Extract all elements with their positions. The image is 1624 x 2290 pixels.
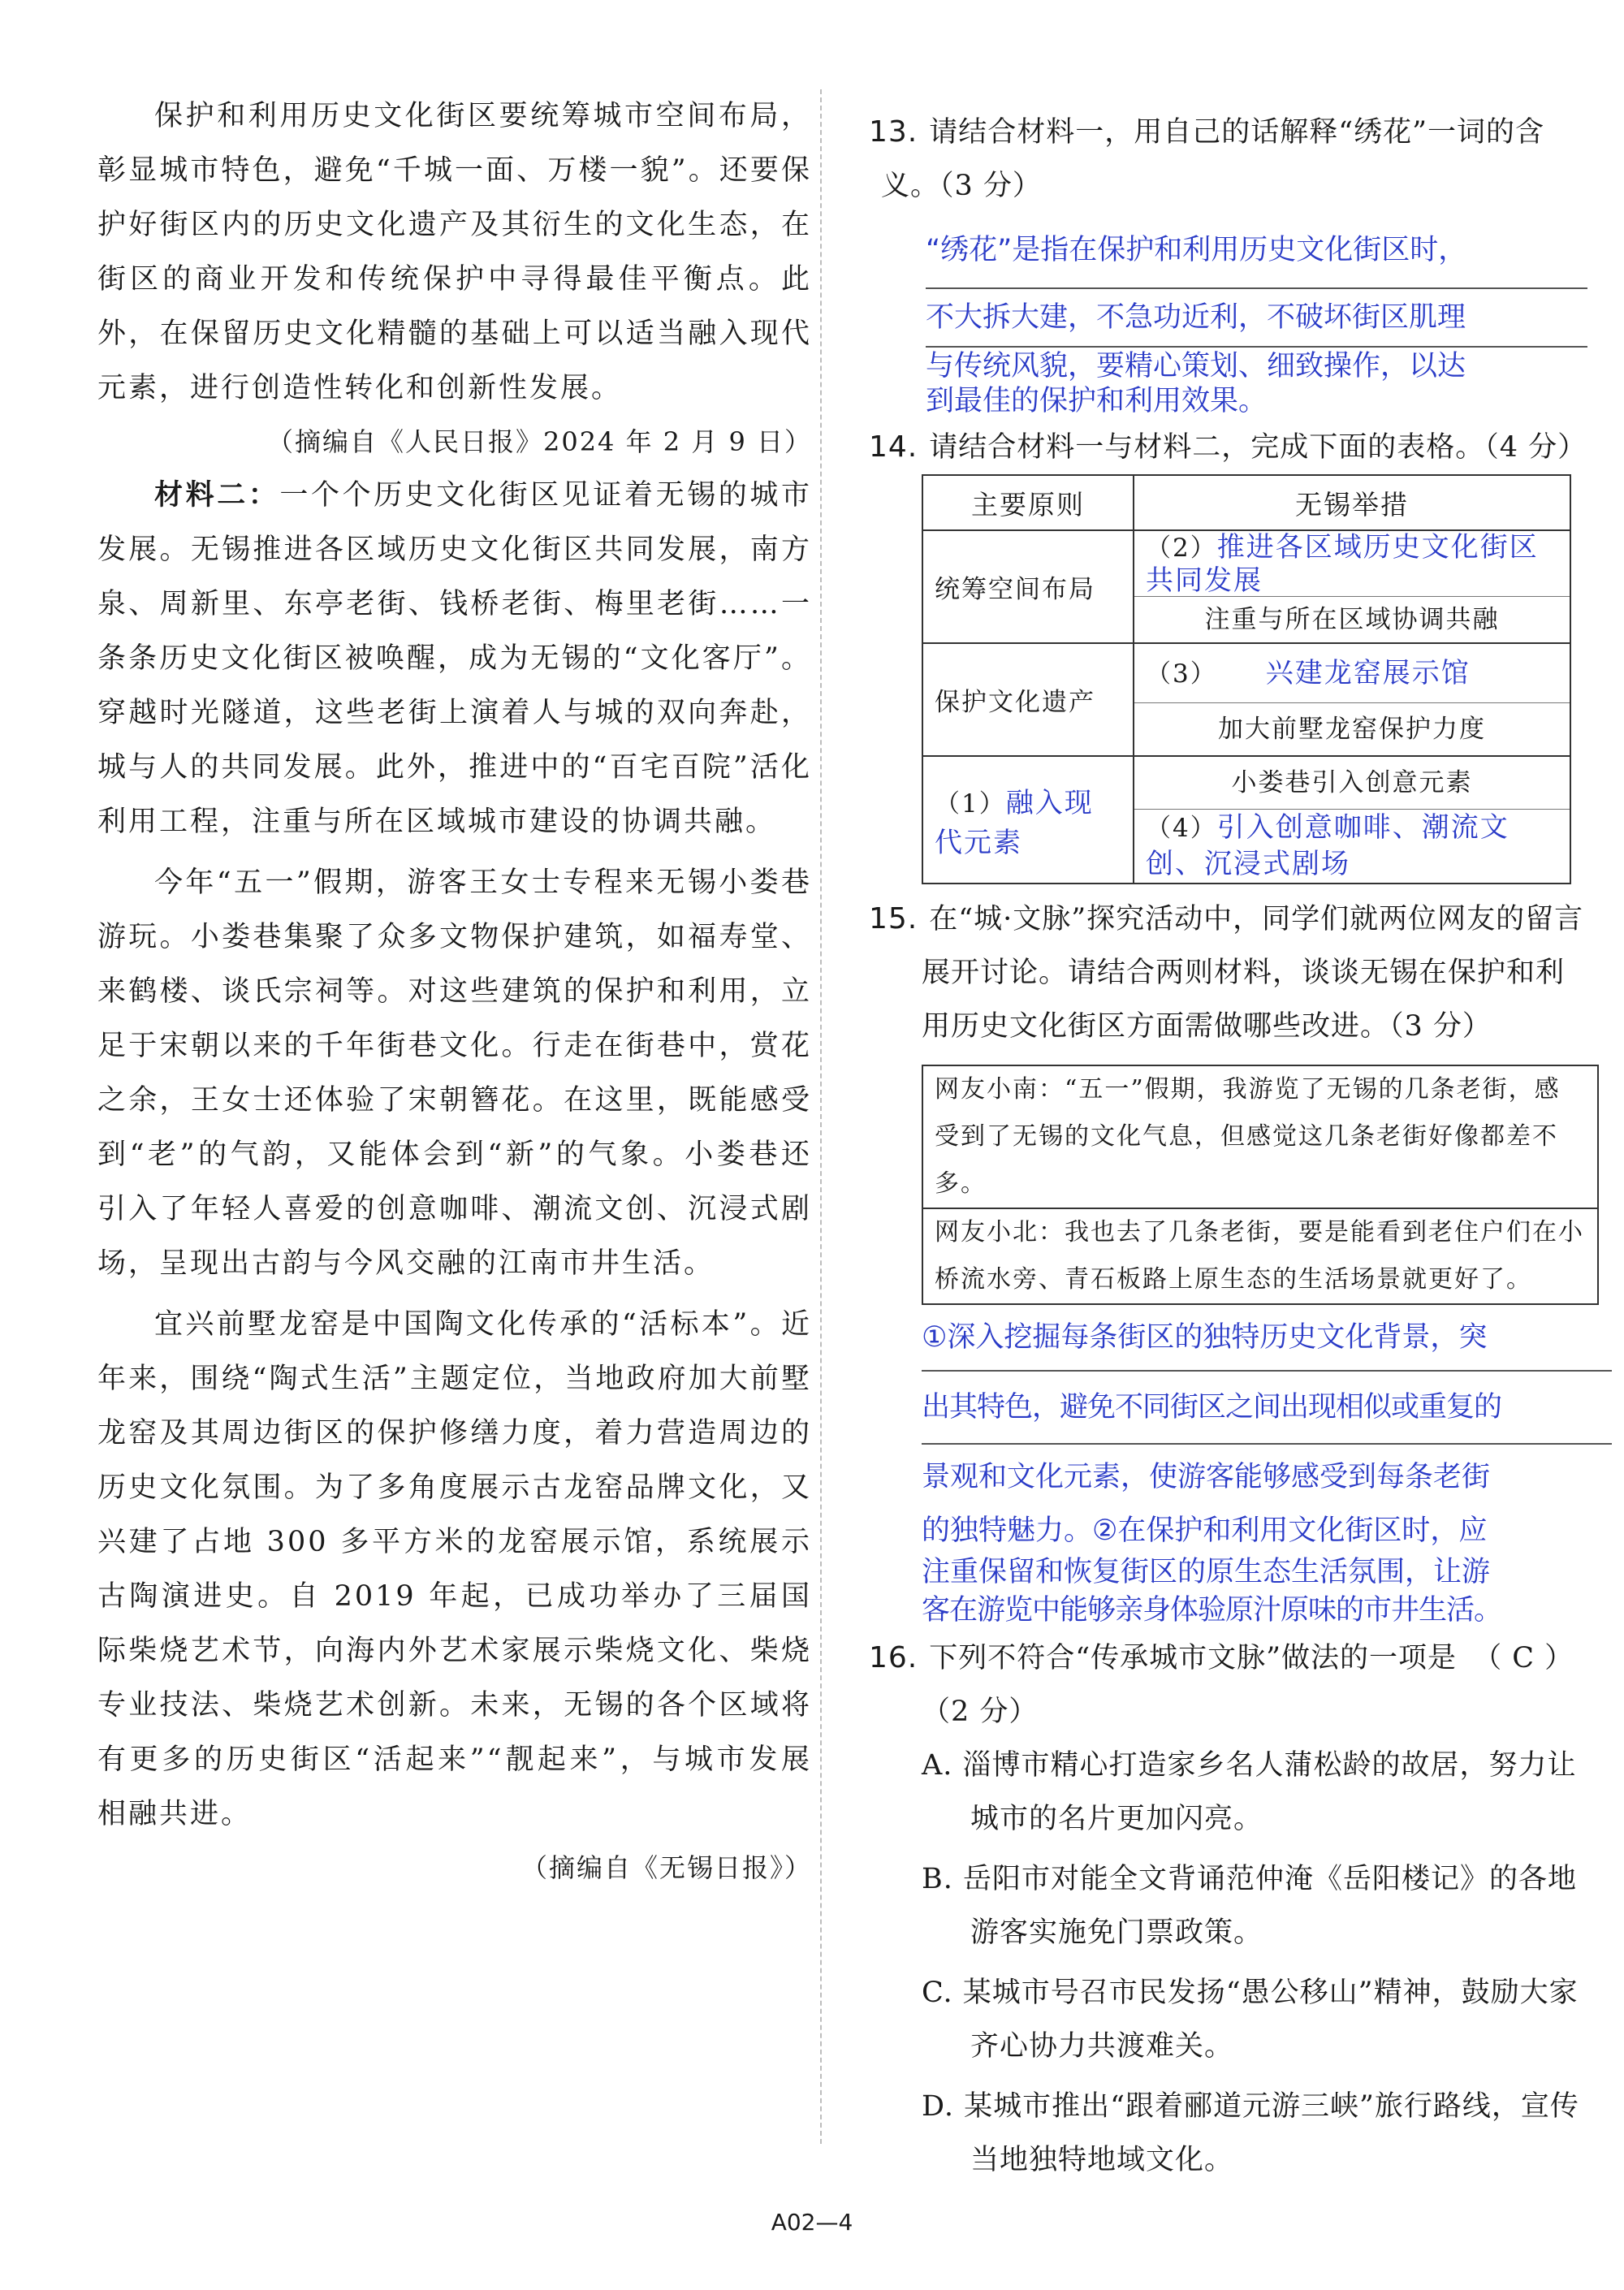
principle-cell: 统筹空间布局 [922, 530, 1134, 643]
material2-paragraph-2: 今年“五一”假期，游客王女士专程来无锡小娄巷游玩。小娄巷集聚了众多文物保护建筑，如福寿堂、来鹤楼、谈氏宗祠等。对这些建筑的保护和利用，立足于宋朝以来的千年街巷文化。行走在街巷中，赏花之余，王女士还体验了宋朝簪花。在这里，既能感受到“老”的气韵，又能体会到“新”的气象。小娄巷还引入了年轻人喜爱的创意咖啡、潮流文创、沉浸式剧场，呈现出古韵与今风交融的江南市井生活。 [97, 866, 812, 1280]
question-13 [869, 106, 1587, 417]
table-header: 主要原则 [922, 475, 1134, 530]
measure-cell: 加大前墅龙窑保护力度 [1218, 715, 1486, 744]
table-row [922, 530, 1570, 643]
question-13-number: 13. [869, 115, 918, 149]
answer-line: 不大拆大建，不急功近利，不破坏街区肌理 [926, 289, 1587, 348]
answer-line: 出其特色，避免不同街区之间出现相似或重复的 [922, 1372, 1612, 1445]
netizen-comments-box [922, 1065, 1599, 1305]
left-column [97, 89, 812, 1894]
column-divider [820, 89, 822, 2144]
netizen-comment-xiaonan: 网友小南：“五一”假期，我游览了无锡的几条老街，感受到了无锡的文化气息，但感觉这几条老街好像都差不多。 [935, 1075, 1561, 1198]
question-13-text: 13. 请结合材料一，用自己的话解释“绣花”一词的含义。（3 分） [881, 106, 1587, 213]
question-15-text: 15. 在“城·文脉”探究活动中，同学们就两位网友的留言展开讨论。请结合两则材料，谈谈无锡在保护和利用历史文化街区方面需做哪些改进。（3 分） [881, 892, 1587, 1053]
measure-answer-4[interactable]: （4）引入创意咖啡、潮流文创、沉浸式剧场 [1146, 811, 1510, 880]
option-c[interactable]: C. 某城市号召市民发扬“愚公移山”精神，鼓励大家齐心协力共渡难关。 [922, 1977, 1579, 2063]
netizen-comment-xiaobei: 网友小北：我也去了几条老街，要是能看到老住户们在小桥流水旁、青石板路上原生态的生活场景就更好了。 [923, 1208, 1597, 1303]
material2-source: （摘编自《无锡日报》） [520, 1852, 812, 1883]
question-16-number: 16. [869, 1641, 918, 1674]
table-row [922, 643, 1570, 756]
measure-answer-3[interactable]: （3） 兴建龙窑展示馆 [1134, 644, 1570, 703]
answer-line: 与传统风貌，要精心策划、细致操作，以达 [926, 350, 1466, 382]
question-14-number: 14. [869, 430, 918, 464]
table-row [922, 756, 1570, 884]
material2-text: 一个个历史文化街区见证着无锡的城市发展。无锡推进各区域历史文化街区共同发展，南方泉、周新里、东亭老街、钱桥老街、梅里老街……一条条历史文化街区被唤醒，成为无锡的“文化客厅”。穿越时光隧道，这些老街上演着人与城的双向奔赴，城与人的共同发展。此外，推进中的“百宅百院”活化利用工程，注重与所在区域城市建设的协调共融。 [97, 479, 812, 838]
material2-paragraph-1 [97, 468, 812, 849]
material1-paragraph: 保护和利用历史文化街区要统筹城市空间布局，彰显城市特色，避免“千城一面、万楼一貌”。还要保护好街区内的历史文化遗产及其衍生的文化生态，在街区的商业开发和传统保护中寻得最佳平衡点。此外，在保留历史文化精髓的基础上可以适当融入现代元素，进行创造性转化和创新性发展。 [97, 100, 812, 404]
question-14-text: 14. 请结合材料一与材料二，完成下面的表格。（4 分） [881, 421, 1587, 474]
right-column [869, 106, 1587, 2187]
question-14 [869, 421, 1587, 884]
page-number: A02—4 [771, 2209, 853, 2236]
measure-cell: 注重与所在区域协调共融 [1204, 605, 1500, 634]
question-15 [869, 892, 1587, 1628]
question-15-number: 15. [869, 902, 918, 935]
question-16-text: 16. 下列不符合“传承城市文脉”做法的一项是 （ C ）（2 分） [881, 1631, 1587, 1739]
principle-measure-table [922, 474, 1571, 884]
question-16 [869, 1631, 1587, 2187]
answer-line: 客在游览中能够亲身体验原汁原味的市井生活。 [922, 1594, 1502, 1627]
option-a[interactable]: A. 淄博市精心打造家乡名人蒲松龄的故居，努力让城市的名片更加闪亮。 [922, 1749, 1577, 1835]
answer-line: 的独特魅力。②在保护和利用文化街区时，应 [922, 1514, 1488, 1547]
option-d[interactable]: D. 某城市推出“跟着郦道元游三峡”旅行路线，宣传当地独特地域文化。 [922, 2090, 1579, 2176]
question-16-bracket[interactable]: （ C ）（2 分） [922, 1642, 1574, 1728]
table-header: 无锡举措 [1134, 475, 1570, 530]
answer-line: 注重保留和恢复街区的原生态生活氛围，让游 [922, 1556, 1491, 1588]
material2-paragraph-3: 宜兴前墅龙窑是中国陶文化传承的“活标本”。近年来，围绕“陶式生活”主题定位，当地政府加大前墅龙窑及其周边街区的保护修缮力度，着力营造周边的历史文化氛围。为了多角度展示古龙窑品牌文化，又兴建了占地 300 多平方米的龙窑展示馆，系统展示古陶演进史。自 2019 年起，已成功举办了三届国际柴烧艺术节，向海内外艺术家展示柴烧文化、柴烧专业技法、柴烧艺术创新。未来，无锡的各个区域将有更多的历史街区“活起来”“靓起来”，与城市发展相融共进。 [97, 1308, 812, 1830]
answer-line: 到最佳的保护和利用效果。 [926, 385, 1268, 417]
principle-answer-1[interactable]: （1）融入现代元素 [922, 756, 1134, 884]
material1-source: （摘编自《人民日报》2024 年 2 月 9 日） [266, 426, 812, 457]
question-15-answer[interactable] [922, 1305, 1612, 1628]
material2-label: 材料二： [154, 478, 280, 512]
question-16-options [922, 1739, 1587, 2187]
question-13-answer[interactable] [926, 213, 1587, 417]
answer-line: ①深入挖掘每条街区的独特历史文化背景，突 [922, 1305, 1612, 1372]
principle-cell: 保护文化遗产 [922, 643, 1134, 756]
measure-cell: 小娄巷引入创意元素 [1134, 757, 1570, 810]
answer-line: “绣花”是指在保护和利用历史文化街区时， [926, 213, 1587, 289]
option-b[interactable]: B. 岳阳市对能全文背诵范仲淹《岳阳楼记》的各地游客实施免门票政策。 [922, 1863, 1577, 1949]
measure-answer-2[interactable]: （2）推进各区域历史文化街区共同发展 [1134, 531, 1570, 597]
answer-line: 景观和文化元素，使游客能够感受到每条老街 [922, 1461, 1491, 1493]
